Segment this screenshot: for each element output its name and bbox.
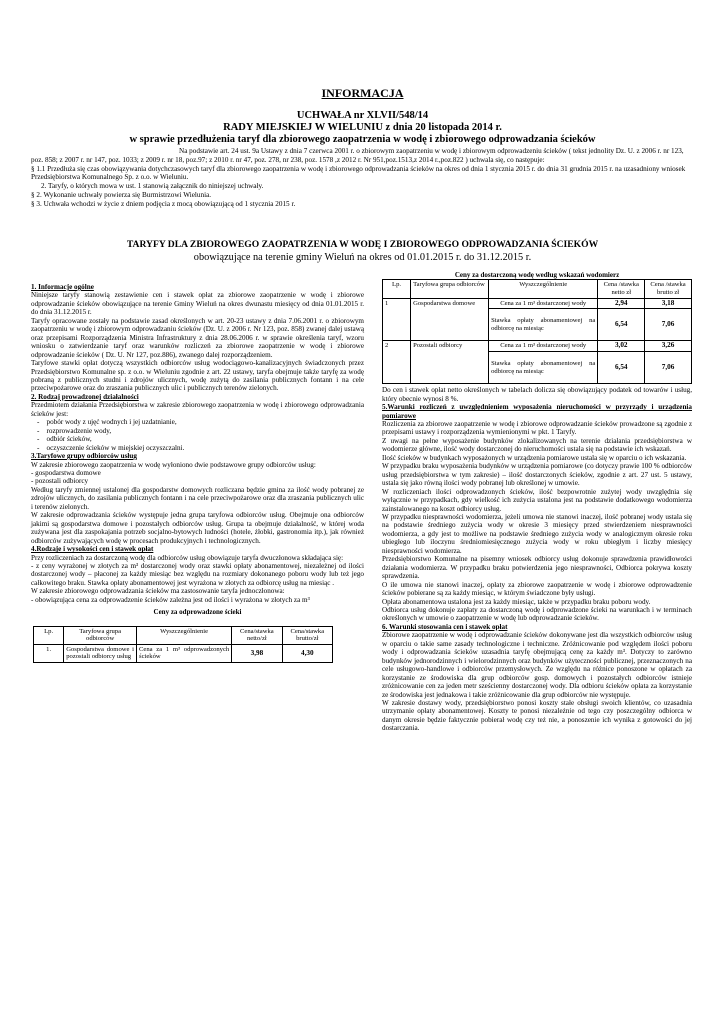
vat-note: Do cen i stawek opłat netto określonych w tabelach dolicza się obowiązujący podatek od towarów i usług, który obecnie wynosi 8 %. xyxy=(382,386,692,403)
section-6-heading: 6. Warunki stosowania cen i stawek opłat xyxy=(382,622,508,631)
section-4-p3: W zakresie zbiorowego odprowadzania ścieków ma zastosowanie taryfa jednoczłonowa: xyxy=(31,587,285,596)
council-date: RADY MIEJSKIEJ W WIELUNIU z dnia 20 listopada 2014 r. xyxy=(223,122,502,133)
section-1-heading: 1. Informacje ogólne xyxy=(31,283,94,291)
section-5-p10: Odbiorca usług dokonuje zapłaty za dostarczoną wodę i odprowadzone ścieki na warunkach i w terminach określonych w umowie o zaopatrzenie w wodę lub odprowadzanie ścieków. xyxy=(382,605,692,623)
section-1-p3: Taryfowe stawki opłat dotyczą wszystkich odbiorców usług wodociągowo-kanalizacyjnych świadczonych przez Przedsiębiorstwo Komunalne sp. z o.o. w Wieluniu zgodnie z art. 22 ustawy, taryfa obejmuje także taryfę za wodę pobraną z publicznych studni i zdrojów ulicznych, wodę zużytą do zasilania publicznych fontann i na cele przeciwpożarowe oraz do zraszania publicznych ulic i publicznych terenów zielonych. xyxy=(31,359,364,393)
cell-net: 6,54 xyxy=(598,309,645,341)
table-row xyxy=(383,341,692,352)
section-5-heading: 5.Warunki rozliczeń z uwzględnieniem wyposażenia nieruchomości w przyrządy i urządzenia pomiarowe xyxy=(382,403,692,420)
tariffs-subtitle: obowiązujące na terenie gminy Wieluń na okres od 01.01.2015 r. do 31.12.2015 r. xyxy=(193,252,532,263)
cell-lp: 2 xyxy=(383,341,411,384)
col-header: Cena/stawka netto/zł xyxy=(232,626,282,644)
cell-group: Gospodarstwa domowe i pozostali odbiorcy usług xyxy=(64,644,137,662)
col-header: Taryfowa grupa odbiorców xyxy=(411,280,489,298)
section-3-heading: 3.Taryfowe grupy odbiorców usług xyxy=(31,452,137,461)
cell-item: Cena za 1 m³ odprowadzonych ścieków xyxy=(137,644,232,662)
section-4-p1: Przy rozliczeniach za dostarczoną wodę dla odbiorców usług obowiązuje taryfa dwuczłonowa składająca się: xyxy=(31,553,344,562)
cell-item: Stawka opłaty abonamentowej na odbiorcę na miesiąc xyxy=(489,309,598,341)
resolution-subject: w sprawie przedłużenia taryf dla zbiorowego zaopatrzenia w wodę i zbiorowego odprowadzania ścieków xyxy=(129,134,596,145)
col-header: Cena /stawka netto zł xyxy=(598,280,645,298)
section-4-p4: - obowiązująca cena za odprowadzenie ścieków zależna jest od ilości i wyrażona w złotych za m³ xyxy=(31,595,310,604)
cell-lp: 1 xyxy=(383,298,411,341)
tariffs-title: TARYFY DLA ZBIOROWEGO ZAOPATRZENIA W WODĘ I ZBIOROWEGO ODPROWADZANIA ŚCIEKÓW xyxy=(126,239,599,250)
activity-item: - oczyszczenie ścieków w miejskiej oczyszczalni. xyxy=(37,443,185,452)
section-6-p2: W zakresie dostawy wody, przedsiębiorstwo ponosi koszty stałe obsługi swoich klientów, co uzasadnia utrzymanie opłaty abonamentowej. Koszty te ponosi niezależnie od tego czy poszczególny odbiorca w danym okresie będzie faktycznie pobierał wodę czy też nie, a ponoszenie ich wynika z gotowości do jej dostarczania. xyxy=(382,698,692,733)
cell-item: Cena za 1 m³ dostarczonej wody xyxy=(489,341,598,352)
group-others: - pozostali odbiorcy xyxy=(31,477,89,486)
col-header: Cena /stawka brutto zł xyxy=(645,280,692,298)
paragraph-1: § 1.1 Przedłuża się czas obowiązywania dotychczasowych taryf dla zbiorowego zaopatrzenia w wodę i zbiorowego odprowadzania ścieków na okres od dnia 1 stycznia 2015 r. do dnia 31 grudnia 2015 r. na uzasadniony wniosek Przedsiębiorstwa Komunalnego Sp. z o.o. w Wieluniu. xyxy=(31,164,686,182)
legal-basis: Na podstawie art. 24 ust. 9a Ustawy z dnia 7 czerwca 2001 r. o zbiorowym zaopatrzeniu w wodę i zbiorowym odprowadzeniu ścieków ( tekst jednolity Dz. U. z 2006 r. nr 123, poz. 858; z 2007 r. nr 147, poz. 1033; z 2009 r. nr 18, poz.97; z 2010 r. nr 47, poz. 278, nr 238, poz. 1578 ,z 2012 r. Nr 951,poz.1513,z 2014 r.,poz.822 ) uchwala się, co następuje: xyxy=(31,147,684,164)
col-header: Wyszczególnienie xyxy=(137,626,232,644)
section-5-p3: Ilość ścieków w budynkach wyposażonych w urządzenia pomiarowe ustala się w oparciu o ich wskazania. xyxy=(382,453,687,462)
section-5-p9: Opłata abonamentowa ustalona jest za każdy miesiąc, także w przypadku braku poboru wody. xyxy=(382,597,651,606)
section-5-p7: Przedsiębiorstwo Komunalne na pisemny wniosek odbiorcy usług dokonuje sprawdzenia prawidłowości działania wodomierza. W przypadku braku potwierdzenia jego niesprawności, Odbiorca pokrywa koszty sprawdzenia. xyxy=(382,555,692,581)
col-header: Wyszczególnienie xyxy=(489,280,598,298)
cell-gross: 4,30 xyxy=(282,644,332,662)
sewage-price-table xyxy=(33,626,333,663)
section-5-p5: W rozliczeniach ilości odprowadzonych ścieków, ilość bezpowrotnie zużytej wody uwzględnia się wyłącznie w przypadkach, gdy wielkość ich zużycia ustalona jest na podstawie dodatkowego wodomierza zainstalowanego na koszt odbiorcy usług. xyxy=(382,487,692,513)
col-header: Lp. xyxy=(34,626,64,644)
section-4-p2: - z ceny wyrażonej w złotych za m³ dostarczonej wody oraz stawki opłaty abonamentowej, niezależnej od ilości dostarczonej wody – płaconej za każdy miesiąc bez względu na rozmiary dokonanego poboru wody lub też jego całkowitego braku. Stawka opłaty abonamentowej jest wyrażona w złotych za odbiorcę usług na miesiąc . xyxy=(31,561,364,587)
cell-gross: 7,06 xyxy=(645,309,692,341)
section-5-p1: Rozliczenia za zbiorowe zaopatrzenie w wodę i zbiorowe odprowadzanie ścieków prowadzone są zgodnie z przepisami ustawy i rozporządzenia wymienionymi w pkt. 1 Taryfy. xyxy=(382,420,692,437)
paragraph-1-2: 2. Taryfy, o których mowa w ust. 1 stanowią załącznik do niniejszej uchwały. xyxy=(41,182,264,191)
activity-item: - odbiór ścieków, xyxy=(37,435,92,444)
cell-group: Gospodarstwa domowe xyxy=(411,298,489,341)
section-3-p2: Według taryfy zmiennej ustalonej dla gospodarstw domowych rozliczana będzie gmina za ilość wody pobranej ze zdrojów ulicznych, do zasilania publicznych fontann i na cele przeciwpożarowe oraz dla zraszania publicznych ulic i terenów zielonych. xyxy=(31,485,364,511)
col-header: Taryfowa grupa odbiorców xyxy=(64,626,137,644)
col-header: Cena/stawka brutto/zł xyxy=(282,626,332,644)
section-1-p1: Niniejsze taryfy stanowią zestawienie cen i stawek opłat za zbiorowe zaopatrzenie w wodę i zbiorowe odprowadzanie ścieków obowiązujące na terenie Gminy Wieluń na okres dwunastu miesięcy od dnia 01.01.2015 r. do dnia 31.12.2015 r. xyxy=(31,291,364,317)
sewage-table-caption: Ceny za odprowadzone ścieki xyxy=(153,608,242,617)
table-header-row xyxy=(34,626,333,644)
cell-net: 6,54 xyxy=(598,352,645,384)
water-price-table xyxy=(382,279,692,384)
cell-lp: 1. xyxy=(34,644,64,662)
paragraph-2: § 2. Wykonanie uchwały powierza się Burmistrzowi Wielunia. xyxy=(31,190,212,199)
table-row xyxy=(34,644,333,662)
group-households: - gospodarstwa domowe xyxy=(31,468,101,477)
paragraph-3: § 3. Uchwała wchodzi w życie z dniem podjęcia z mocą obowiązującą od 1 stycznia 2015 r. xyxy=(31,199,296,208)
cell-gross: 3,18 xyxy=(645,298,692,309)
table-row xyxy=(383,298,692,309)
cell-group: Pozostali odbiorcy xyxy=(411,341,489,384)
intro-section xyxy=(31,147,695,209)
section-5-p8: O ile umowa nie stanowi inaczej, opłaty za zbiorowe zaopatrzenie w wodę i zbiorowe odprowadzenie ścieków pobierane są za każdy miesiąc, w którym świadczone były usługi. xyxy=(382,580,692,598)
section-5-p2: Z uwagi na pełne wyposażenie budynków zlokalizowanych na terenie działania przedsiębiorstwa w wodomierze główne, ilość wody dostarczonej do nieruchomości ustala się na podstawie ich wskazań. xyxy=(382,436,692,454)
resolution-number: UCHWAŁA nr XLVII/548/14 xyxy=(296,110,429,121)
left-column xyxy=(31,283,364,663)
section-5-p6: W przypadku niesprawności wodomierza, jeżeli umowa nie stanowi inaczej, ilość pobranej wody ustala się na podstawie średniego zużycia wody w okresie 3 miesięcy przed stwierdzeniem niesprawności wodomierza, a gdy jest to możliwe na podstawie średniego zużycia wody w analogicznym okresie roku ubiegłego lub iloczynu średniomiesięcznego zużycia wody w roku ubiegłym i liczby miesięcy niesprawności wodomierza. xyxy=(382,513,692,555)
water-table-caption: Ceny za dostarczoną wodę według wskazań wodomierz xyxy=(454,271,620,279)
cell-net: 3,02 xyxy=(598,341,645,352)
right-column xyxy=(382,271,692,733)
section-4-heading: 4.Rodzaje i wysokości cen i stawek opłat xyxy=(31,545,154,554)
section-6-p1: Zbiorowe zaopatrzenie w wodę i odprowadzanie ścieków dokonywane jest dla wszystkich odbiorców usług w oparciu o takie same zasady technologiczne i techniczne. Zróżnicowanie pod względem ilości poboru wody i odprowadzania ścieków uzasadnia taryfę obejmującą cenę za każdy m³. Dotyczy to zarówno budynków jednorodzinnych i wielorodzinnych oraz budynków użyteczności publicznej, przeznaczonych na cele usługowo-handlowe i odbiorców przemysłowych. Ze względu na różnice ponoszone w opłatach za korzystanie ze środowiska dla grup odbiorców gosp. domowych i pozostałych odbiorców istnieje zróżnicowanie cen za jeden metr sześcienny dostarczonej wody. Dla odbioru ścieków opłata za korzystanie ze środowiska jest jednakowa i takie zróżnicowanie dla grup odbiorców nie występuje. xyxy=(382,631,692,699)
col-header: Lp. xyxy=(383,280,411,298)
cell-net: 2,94 xyxy=(598,298,645,309)
cell-net: 3,98 xyxy=(232,644,282,662)
cell-gross: 7,06 xyxy=(645,352,692,384)
section-1-p2: Taryfy opracowane zostały na podstawie zasad określonych w art. 20-23 ustawy z dnia 7.06.2001 r. o zbiorowym zaopatrzeniu w wodę i zbiorowym odprowadzaniu ścieków (Dz. U. z 2006 r. Nr 123, poz. 858) zwanej dalej ustawą oraz przepisami Rozporządzenia Ministra Infrastruktury z dnia 28.06.2006 r. w sprawie określenia taryf, wzoru wniosku o zatwierdzanie taryf oraz warunków rozliczeń za zbiorowe zaopatrzenie w wodę i zbiorowe odprowadzanie ścieków ( Dz. U. Nr 127, poz.886), zwanego dalej rozporządzeniem. xyxy=(31,316,364,359)
section-3-p1: W zakresie zbiorowego zaopatrzenia w wodę wyłoniono dwie podstawowe grupy odbiorców usług: xyxy=(31,460,316,469)
section-2-heading: 2. Rodzaj prowadzonej działalności xyxy=(31,392,139,401)
cell-item: Stawka opłaty abonamentowej na odbiorcę na miesiąc xyxy=(489,352,598,384)
section-3-p3: W zakresie odprowadzania ścieków występuje jedna grupa taryfowa odbiorców usług. Obejmuje ona odbiorców jakimi są gospodarstwa domowe i pozostałych odbiorców usług. Grupa ta obejmuje działalność, w której woda zużywana jest dla zaspokajania potrzeb socjalno-bytowych ludności (hotele, żłobki, gastronomia itp.), jak również odbiorców zużywających wodę w procesach produkcyjnych i technologicznych. xyxy=(31,511,364,545)
document-title: INFORMACJA xyxy=(321,86,404,100)
section-5-p4: W przypadku braku wyposażenia budynków w urządzenia pomiarowe (co dotyczy prawie 100 % odbiorców usług przedsiębiorstwa w tym zakresie) – ilość dostarczonych ścieków, zgodnie z art. 27 ust. 5 ustawy, ustala się jako równą ilości wody pobranej lub określonej w umowie. xyxy=(382,462,692,488)
cell-item: Cena za 1 m³ dostarczonej wody xyxy=(489,298,598,309)
table-header-row xyxy=(383,280,692,298)
section-2-p1: Przedmiotem działania Przedsiębiorstwa w zakresie zbiorowego zaopatrzenia w wodę i zbiorowego odprowadzania ścieków jest: xyxy=(31,401,364,418)
cell-gross: 3,26 xyxy=(645,341,692,352)
activity-item: - rozprowadzenie wody, xyxy=(37,426,112,435)
activity-item: - pobór wody z ujęć wodnych i jej uzdatnianie, xyxy=(37,418,177,427)
